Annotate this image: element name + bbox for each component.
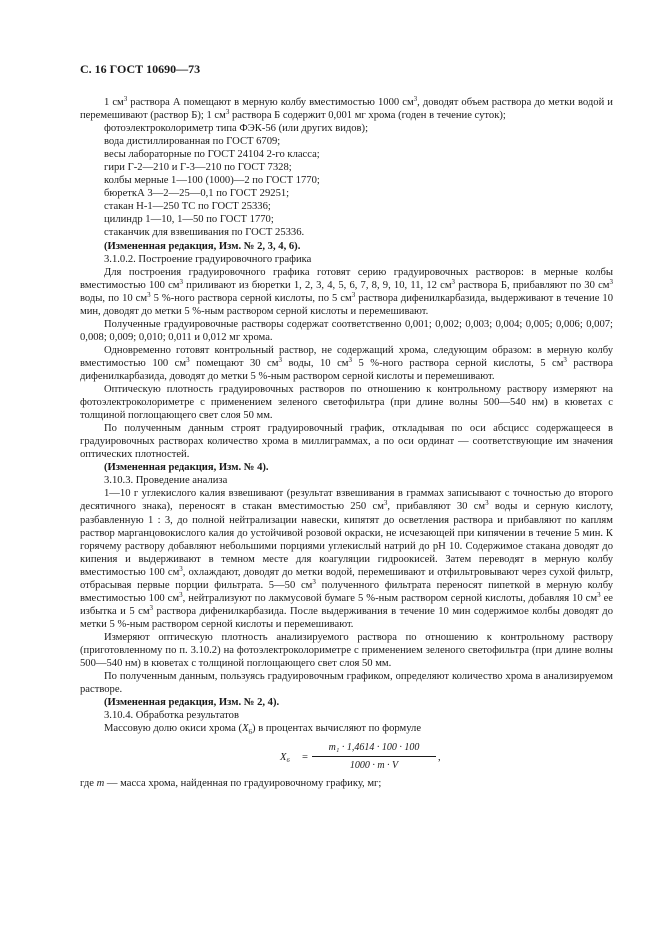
paragraph-calibration-contents: Полученные градуировочные растворы содержат соответственно 0,001; 0,002; 0,003; 0,004; 0,005; 0,006; 0,007; 0,008; 0,009; 0,010; 0,011 и 0,012 мг хрома. (80, 318, 613, 343)
amendment-note: (Измененная редакция, Изм. № 2, 4). (104, 697, 280, 709)
paragraph-mass-fraction: Массовую долю окиси хрома $(X_6)$ в процентах вычисляют по формуле (104, 723, 422, 737)
paragraph-control-solution: Одновременно готовят контрольный раствор, не содержащий хрома, следующим образом: в мерную колбу вместимостью 100 $см^3$ помещают 30 $см^3$ воды, 10 $см^3$ 5 %-ного раствора серной кислоты, 5 $см^3$ раствора дифенилкарбазида, доводят до метки 5 %-ным раствором серной кислоты и перемешивают. (80, 344, 613, 382)
formula-comma: , (438, 752, 441, 764)
formula-numerator: m₁ · 1,4614 · 100 · 100 (328, 742, 420, 754)
paragraph-calibration-series: Для построения градуировочного графика готовят серию градуировочных растворов: в мерные колбы вместимостью 100 $см^3$ приливают из бюретки 1, 2, 3, 4, 5, 6, 7, 8, 9, 10, 11, 12 $см^3$ раствора Б, прибавляют по 30 $см^3$ воды, по 10 $см^3$ 5 %-ного раствора серной кислоты, по 5 $см^3$ раствора дифенилкарбазида, выдерживают в течение 10 мин, доводят до метки 5 %-ным раствором серной кислоты и перемешивают. (80, 266, 614, 317)
paragraph-determine-chromium: По полученным данным, пользуясь градуировочным графиком, определяют количество хрома в анализируемом растворе. (80, 671, 613, 696)
equipment-item: цилиндр 1—10, 1—50 по ГОСТ 1770; (104, 214, 274, 226)
paragraph-calibration-graph: По полученным данным строят градуировочный график, откладывая по оси абсцисс содержащееся в градуировочных растворах количество хрома в миллиграммах, а по оси ординат — соответствующие им значения оптических плотностей. (80, 423, 613, 461)
equipment-item: стакан Н-1—250 ТС по ГОСТ 25336; (104, 201, 271, 213)
formula-equals: = (302, 752, 308, 764)
paragraph-measure-density: Измеряют оптическую плотность анализируемого раствора по отношению к контрольному раствору (приготовленному по п. 3.10.2) на фотоэлектроколориметре с применением зеленого светофильтра (при длине волны 500—540 нм) в кюветах с толщиной поглощающего свет слоя 50 мм. (80, 631, 613, 670)
amendment-note: (Измененная редакция, Изм. № 2, 3, 4, 6). (104, 240, 301, 252)
page-header: С. 16 ГОСТ 10690—73 (80, 62, 201, 76)
section-heading-3104: 3.10.4. Обработка результатов (104, 710, 239, 722)
formula-denominator: 1000 · m · V (349, 760, 399, 772)
equipment-item: весы лабораторные по ГОСТ 24104 2-го класса; (104, 149, 320, 161)
equipment-item: гири Г-2—210 и Г-3—210 по ГОСТ 7328; (104, 162, 292, 174)
equipment-item: стаканчик для взвешивания по ГОСТ 25336. (104, 227, 305, 239)
paragraph-where-m: где m — масса хрома, найденная по градуировочному графику, мг; (80, 778, 382, 790)
paragraph-analysis-procedure: 1—10 г углекислого калия взвешивают (результат взвешивания в граммах записывают с точностью до второго десятичного знака), переносят в стакан вместимостью 250 $см^3$, прибавляют 30 $см^3$ воды и серную кислоту, разбавленную 1 : 3, до полной нейтрализации навески, кипятят до осветления раствора и прибавляют по каплям раствор марганцовокислого калия до устойчивой розовой окраски, не исчезающей при кипячении в течение 5 мин. К горячему раствору добавляют небольшими порциями углекислый натрий до pH 10. Содержимое стакана доводят до кипения и выдерживают в темном месте для коагуляции гидроокисей. Затем переводят в мерную колбу вместимостью 100 $см^3$, охлаждают, доводят до метки водой, перемешивают и отфильтровывают через сухой фильтр, отбрасывая первые порции фильтрата. 5—50 $см^3$ полученного фильтрата переносят пипеткой в мерную колбу вместимостью 100 $см^3$, нейтрализуют по лакмусовой бумаге 5 %-ным раствором серной кислоты, добавляя 10 $см^3$ ее избытка и 5 $см^3$ раствора дифенилкарбазида. После выдерживания в течение 10 мин содержимое колбы доводят до метки 5 %-ным раствором серной кислоты и перемешивают. (80, 488, 613, 630)
fraction-bar (312, 756, 436, 757)
amendment-note: (Измененная редакция, Изм. № 4). (104, 462, 269, 474)
paragraph-solution-b: 1 $см^3$ раствора А помещают в мерную колбу вместимостью 1000 $см^3$, доводят объем раствора до метки водой и перемешивают (раствор Б); 1 $см^3$ раствора Б содержит 0,001 мг хрома (годен в течение суток); (80, 95, 613, 122)
section-heading-3102: 3.1.0.2. Построение градуировочного графика (104, 253, 312, 265)
equipment-item: вода дистиллированная по ГОСТ 6709; (104, 136, 281, 148)
formula-lhs: X₆ (280, 752, 291, 764)
section-heading-3103: 3.10.3. Проведение анализа (104, 475, 228, 487)
formula-chromium-oxide (80, 739, 613, 777)
equipment-item: колбы мерные 1—100 (1000)—2 по ГОСТ 1770; (104, 175, 320, 187)
equipment-item: фотоэлектроколориметр типа ФЭК-56 (или других видов); (104, 123, 369, 135)
document-body (80, 96, 613, 790)
equipment-item: бюреткА 3—2—25—0,1 по ГОСТ 29251; (104, 188, 290, 200)
paragraph-optical-density: Оптическую плотность градуировочных растворов по отношению к контрольному раствору измеряют на фотоэлектроколориметре с применением зеленого светофильтра (при длине волны 500—540 нм) в кюветах с толщиной поглощающего свет слоя 50 мм. (80, 384, 613, 422)
